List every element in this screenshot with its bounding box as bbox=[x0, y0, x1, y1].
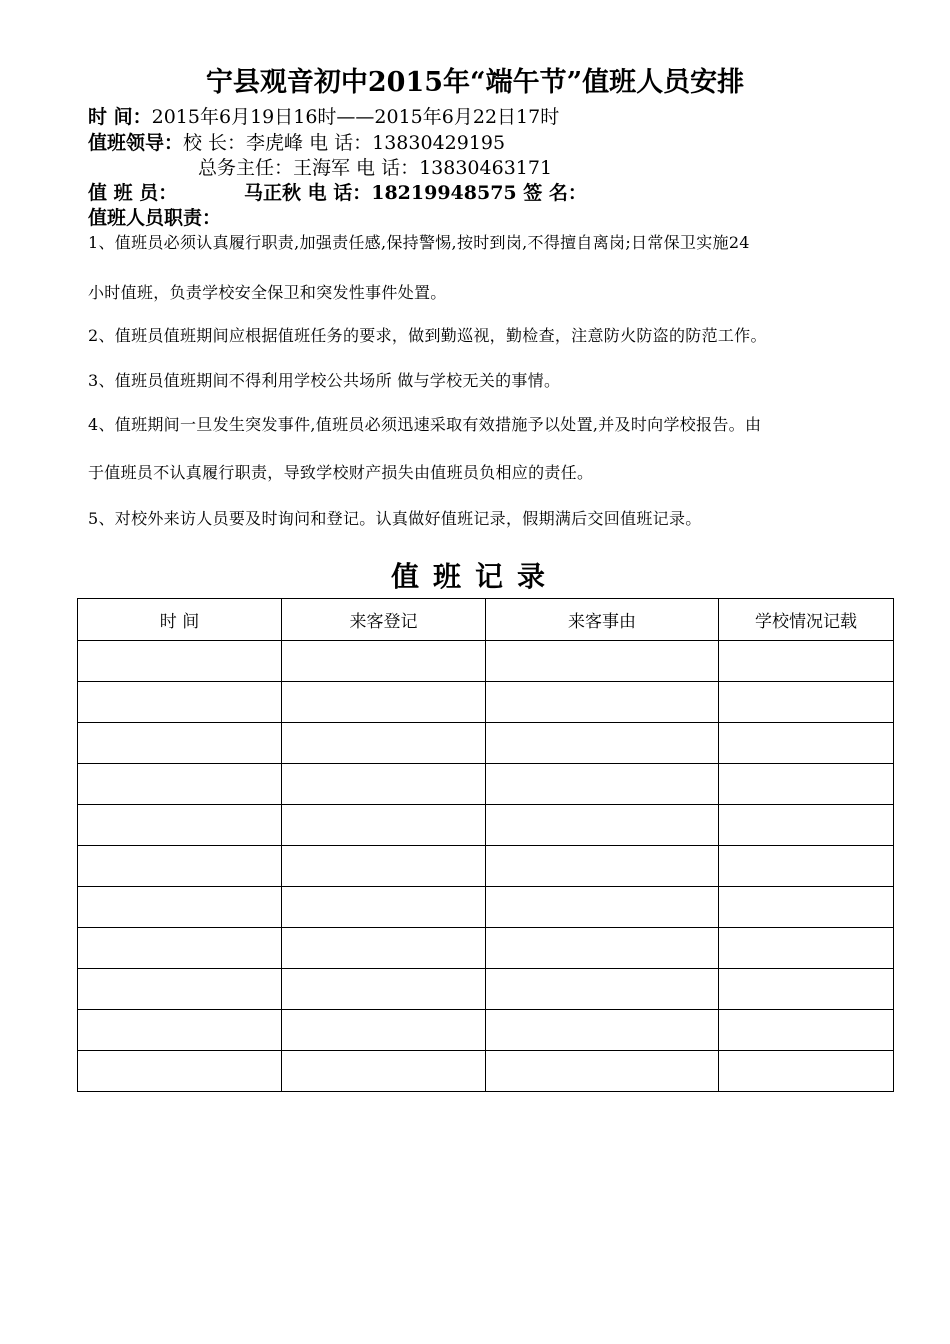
table-cell[interactable] bbox=[719, 641, 894, 682]
duty-staff-line bbox=[88, 181, 587, 205]
table-cell[interactable] bbox=[719, 1051, 894, 1092]
table-cell[interactable] bbox=[486, 1010, 719, 1051]
duty-line-2: 小时值班，负责学校安全保卫和突发性事件处置。 bbox=[88, 283, 447, 302]
table-cell[interactable] bbox=[282, 969, 486, 1010]
duties-heading: 值班人员职责： bbox=[88, 207, 222, 229]
duty-line-5: 4、值班期间一旦发生突发事件,值班员必须迅速采取有效措施予以处置,并及时向学校报告。由 bbox=[88, 415, 762, 434]
duty-time-line bbox=[88, 105, 559, 129]
table-cell[interactable] bbox=[78, 805, 282, 846]
table-row bbox=[78, 723, 894, 764]
duty-staff-label: 值 班 员： bbox=[88, 182, 178, 204]
table-cell[interactable] bbox=[78, 928, 282, 969]
table-cell[interactable] bbox=[282, 928, 486, 969]
table-row bbox=[78, 846, 894, 887]
table-row bbox=[78, 1010, 894, 1051]
leader-principal-line bbox=[88, 131, 505, 155]
table-cell[interactable] bbox=[282, 846, 486, 887]
table-cell[interactable] bbox=[719, 969, 894, 1010]
header-school-notes: 学校情况记载 bbox=[719, 599, 894, 641]
record-header-row bbox=[78, 599, 894, 641]
table-cell[interactable] bbox=[282, 1010, 486, 1051]
table-cell[interactable] bbox=[282, 723, 486, 764]
table-cell[interactable] bbox=[719, 887, 894, 928]
table-cell[interactable] bbox=[719, 805, 894, 846]
table-cell[interactable] bbox=[719, 1010, 894, 1051]
table-cell[interactable] bbox=[486, 682, 719, 723]
table-row bbox=[78, 928, 894, 969]
leader-principal: 校 长：李虎峰 电 话：13830429195 bbox=[183, 132, 506, 154]
table-cell[interactable] bbox=[719, 764, 894, 805]
leader-director-line bbox=[198, 156, 552, 180]
table-row bbox=[78, 887, 894, 928]
table-cell[interactable] bbox=[486, 846, 719, 887]
table-row bbox=[78, 641, 894, 682]
table-row bbox=[78, 1051, 894, 1092]
table-cell[interactable] bbox=[78, 1010, 282, 1051]
table-cell[interactable] bbox=[78, 764, 282, 805]
table-cell[interactable] bbox=[486, 723, 719, 764]
duty-line-6: 于值班员不认真履行职责，导致学校财产损失由值班员负相应的责任。 bbox=[88, 463, 594, 482]
table-cell[interactable] bbox=[486, 1051, 719, 1092]
duty-line-7: 5、对校外来访人员要及时询问和登记。认真做好值班记录，假期满后交回值班记录。 bbox=[88, 509, 702, 528]
duty-line-3: 2、值班员值班期间应根据值班任务的要求，做到勤巡视，勤检查，注意防火防盗的防范工作。 bbox=[88, 326, 767, 345]
leader-director: 总务主任：王海军 电 话：13830463171 bbox=[198, 157, 553, 179]
duty-line-1: 1、值班员必须认真履行职责,加强责任感,保持警惕,按时到岗,不得擅自离岗;日常保卫实施24 bbox=[88, 233, 750, 252]
duty-line-4: 3、值班员值班期间不得利用学校公共场所 做与学校无关的事情。 bbox=[88, 371, 561, 390]
table-row bbox=[78, 682, 894, 723]
table-cell[interactable] bbox=[78, 1051, 282, 1092]
record-title: 值班记录 bbox=[390, 560, 559, 593]
table-cell[interactable] bbox=[78, 887, 282, 928]
table-row bbox=[78, 764, 894, 805]
header-visitor-register: 来客登记 bbox=[282, 599, 486, 641]
table-cell[interactable] bbox=[486, 887, 719, 928]
table-row bbox=[78, 805, 894, 846]
table-cell[interactable] bbox=[719, 682, 894, 723]
header-visitor-reason: 来客事由 bbox=[486, 599, 719, 641]
table-cell[interactable] bbox=[486, 641, 719, 682]
header-time: 时 间 bbox=[78, 599, 282, 641]
table-cell[interactable] bbox=[78, 682, 282, 723]
table-cell[interactable] bbox=[282, 764, 486, 805]
table-cell[interactable] bbox=[719, 846, 894, 887]
table-cell[interactable] bbox=[282, 805, 486, 846]
table-cell[interactable] bbox=[282, 641, 486, 682]
table-cell[interactable] bbox=[78, 641, 282, 682]
record-table bbox=[77, 598, 894, 1092]
table-cell[interactable] bbox=[719, 723, 894, 764]
table-cell[interactable] bbox=[78, 723, 282, 764]
duty-time-label: 时 间： bbox=[88, 106, 152, 128]
duty-time-value: 2015年6月19日16时——2015年6月22日17时 bbox=[151, 106, 560, 128]
duty-staff-value: 马正秋 电 话：18219948575 签 名： bbox=[244, 182, 587, 204]
leaders-label: 值班领导： bbox=[88, 132, 184, 154]
table-cell[interactable] bbox=[282, 887, 486, 928]
table-cell[interactable] bbox=[282, 682, 486, 723]
table-cell[interactable] bbox=[486, 969, 719, 1010]
table-row bbox=[78, 969, 894, 1010]
table-cell[interactable] bbox=[486, 764, 719, 805]
table-cell[interactable] bbox=[78, 846, 282, 887]
table-cell[interactable] bbox=[719, 928, 894, 969]
table-cell[interactable] bbox=[486, 928, 719, 969]
page-title: 宁县观音初中2015年“端午节”值班人员安排 bbox=[205, 67, 745, 98]
table-cell[interactable] bbox=[282, 1051, 486, 1092]
table-cell[interactable] bbox=[486, 805, 719, 846]
table-cell[interactable] bbox=[78, 969, 282, 1010]
